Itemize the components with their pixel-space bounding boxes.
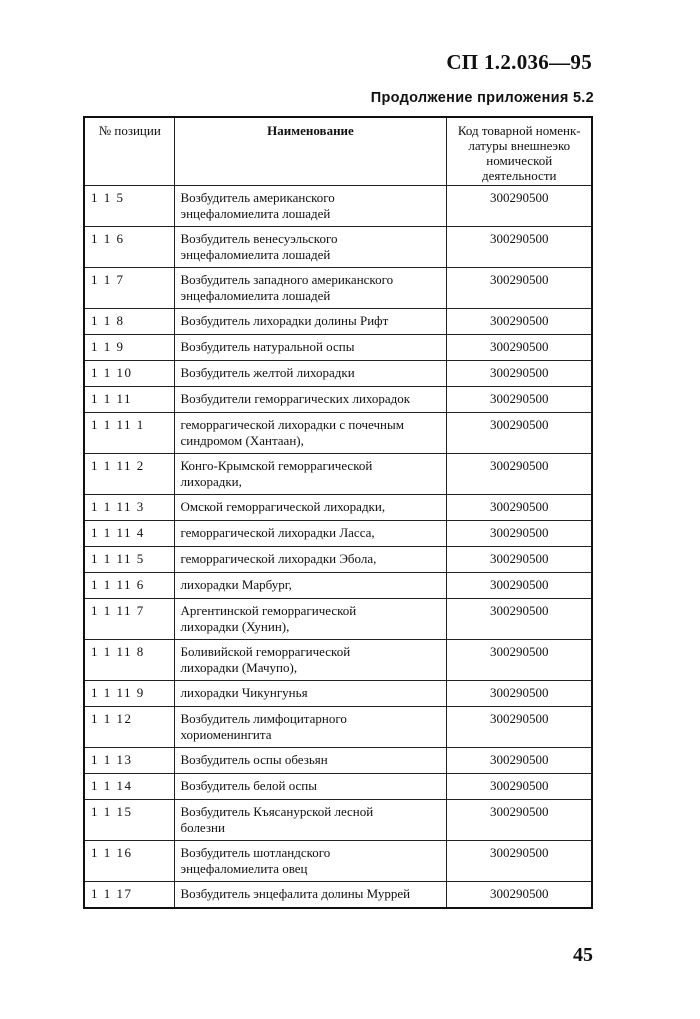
- code-cell: 300290500: [446, 774, 592, 800]
- table-row: [84, 521, 592, 547]
- name-cell: Возбудитель Къясанурской лесной болезни: [174, 800, 446, 841]
- table-row: [84, 361, 592, 387]
- table-row: [84, 454, 592, 495]
- position-cell: 1 1 11 4: [84, 521, 174, 547]
- code-cell: 300290500: [446, 227, 592, 268]
- code-cell: 300290500: [446, 748, 592, 774]
- table-row: [84, 841, 592, 882]
- position-cell: 1 1 11 5: [84, 547, 174, 573]
- name-cell: геморрагической лихорадки с почечным синдромом (Хантаан),: [174, 413, 446, 454]
- name-cell: Конго-Крымской геморрагической лихорадки,: [174, 454, 446, 495]
- name-cell: Возбудитель западного американского энцефаломиелита лошадей: [174, 268, 446, 309]
- table-row: [84, 495, 592, 521]
- table-header-row: [84, 117, 592, 186]
- column-header-position: № позиции: [84, 117, 174, 186]
- table-row: [84, 800, 592, 841]
- code-cell: 300290500: [446, 186, 592, 227]
- name-cell: геморрагической лихорадки Ласса,: [174, 521, 446, 547]
- position-cell: 1 1 9: [84, 335, 174, 361]
- code-cell: 300290500: [446, 361, 592, 387]
- name-cell: Возбудитель оспы обезьян: [174, 748, 446, 774]
- code-cell: 300290500: [446, 309, 592, 335]
- position-cell: 1 1 16: [84, 841, 174, 882]
- code-cell: 300290500: [446, 707, 592, 748]
- position-cell: 1 1 11 8: [84, 640, 174, 681]
- name-cell: Боливийской геморрагической лихорадки (Мачупо),: [174, 640, 446, 681]
- name-cell: Возбудитель белой оспы: [174, 774, 446, 800]
- code-cell: 300290500: [446, 335, 592, 361]
- position-cell: 1 1 11 3: [84, 495, 174, 521]
- table-row: [84, 387, 592, 413]
- position-cell: 1 1 5: [84, 186, 174, 227]
- table-row: [84, 309, 592, 335]
- code-cell: 300290500: [446, 882, 592, 909]
- position-cell: 1 1 11 1: [84, 413, 174, 454]
- code-cell: 300290500: [446, 521, 592, 547]
- name-cell: Возбудитель венесуэльского энцефаломиелита лошадей: [174, 227, 446, 268]
- position-cell: 1 1 6: [84, 227, 174, 268]
- name-cell: Возбудитель американского энцефаломиелита лошадей: [174, 186, 446, 227]
- code-cell: 300290500: [446, 573, 592, 599]
- position-cell: 1 1 11: [84, 387, 174, 413]
- table-row: [84, 774, 592, 800]
- position-cell: 1 1 10: [84, 361, 174, 387]
- page-number: 45: [573, 944, 593, 966]
- table-row: [84, 599, 592, 640]
- name-cell: Омской геморрагической лихорадки,: [174, 495, 446, 521]
- table-row: [84, 681, 592, 707]
- position-cell: 1 1 8: [84, 309, 174, 335]
- name-cell: Аргентинской геморрагической лихорадки (Хунин),: [174, 599, 446, 640]
- name-cell: Возбудитель энцефалита долины Муррей: [174, 882, 446, 909]
- column-header-name: Наименование: [174, 117, 446, 186]
- column-header-code: Код товарной номенк- латуры внешнеэко номической деятельности: [446, 117, 592, 186]
- position-cell: 1 1 11 9: [84, 681, 174, 707]
- position-cell: 1 1 11 6: [84, 573, 174, 599]
- code-cell: 300290500: [446, 547, 592, 573]
- position-cell: 1 1 14: [84, 774, 174, 800]
- position-cell: 1 1 12: [84, 707, 174, 748]
- position-cell: 1 1 13: [84, 748, 174, 774]
- table-row: [84, 268, 592, 309]
- position-cell: 1 1 17: [84, 882, 174, 909]
- table-row: [84, 227, 592, 268]
- code-cell: 300290500: [446, 841, 592, 882]
- name-cell: Возбудители геморрагических лихорадок: [174, 387, 446, 413]
- name-cell: лихорадки Марбург,: [174, 573, 446, 599]
- name-cell: лихорадки Чикунгунья: [174, 681, 446, 707]
- code-cell: 300290500: [446, 495, 592, 521]
- code-cell: 300290500: [446, 800, 592, 841]
- position-cell: 1 1 11 2: [84, 454, 174, 495]
- appendix-table: [83, 116, 593, 909]
- table-row: [84, 335, 592, 361]
- code-cell: 300290500: [446, 681, 592, 707]
- name-cell: Возбудитель лихорадки долины Рифт: [174, 309, 446, 335]
- code-cell: 300290500: [446, 599, 592, 640]
- code-cell: 300290500: [446, 640, 592, 681]
- name-cell: геморрагической лихорадки Эбола,: [174, 547, 446, 573]
- name-cell: Возбудитель натуральной оспы: [174, 335, 446, 361]
- name-cell: Возбудитель желтой лихорадки: [174, 361, 446, 387]
- code-cell: 300290500: [446, 413, 592, 454]
- table-row: [84, 413, 592, 454]
- code-cell: 300290500: [446, 387, 592, 413]
- table-row: [84, 547, 592, 573]
- table-row: [84, 707, 592, 748]
- name-cell: Возбудитель шотландского энцефаломиелита овец: [174, 841, 446, 882]
- name-cell: Возбудитель лимфоцитарного хориоменингита: [174, 707, 446, 748]
- position-cell: 1 1 7: [84, 268, 174, 309]
- table-row: [84, 882, 592, 909]
- appendix-continuation-heading: Продолжение приложения 5.2: [370, 90, 594, 106]
- document-code: СП 1.2.036—95: [446, 50, 592, 74]
- code-cell: 300290500: [446, 268, 592, 309]
- table-row: [84, 748, 592, 774]
- table-row: [84, 573, 592, 599]
- position-cell: 1 1 11 7: [84, 599, 174, 640]
- position-cell: 1 1 15: [84, 800, 174, 841]
- table-row: [84, 186, 592, 227]
- code-cell: 300290500: [446, 454, 592, 495]
- table-row: [84, 640, 592, 681]
